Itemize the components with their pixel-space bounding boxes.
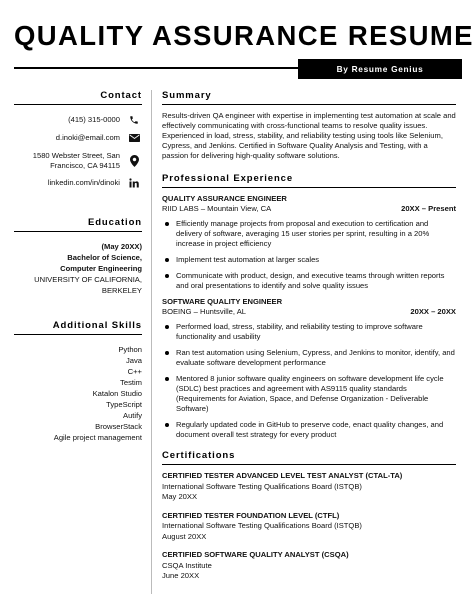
- cert-issuer: International Software Testing Qualifications Board (ISTQB): [162, 521, 362, 530]
- summary-text: Results-driven QA engineer with expertise in implementing test automation at scale and effectively communicating with cross-functional teams to resolve quality issues. Experienced in load, stress, stability, and reliability testing using tools like Selenium, Cypress, and Jenkins. Certified in Software Quality Analysis and Testing, with a passion for delivering high-quality software solutions.: [162, 111, 456, 160]
- certifications-heading: Certifications: [162, 450, 236, 461]
- cert-name: CERTIFIED SOFTWARE QUALITY ANALYST (CSQA): [162, 550, 349, 559]
- education-heading: Education: [87, 217, 142, 228]
- job-title: QUALITY ASSURANCE ENGINEER: [162, 194, 287, 203]
- contact-email: d.inoki@email.com: [55, 133, 120, 142]
- skill-item: Java: [125, 356, 142, 365]
- contact-address-row: [14, 151, 142, 171]
- education-school-line-2: BERKELEY: [101, 286, 142, 295]
- linkedin-icon: [126, 178, 142, 188]
- contact-phone: (415) 315-0000: [68, 115, 120, 124]
- contact-linkedin-row: [14, 178, 142, 188]
- right-column: [162, 90, 456, 590]
- left-column: [14, 90, 142, 443]
- cert-date: June 20XX: [162, 571, 200, 580]
- education-degree-line-2: Computer Engineering: [60, 264, 142, 273]
- skill-item: Python: [118, 345, 142, 354]
- phone-icon: [126, 115, 142, 125]
- summary-rule: [162, 104, 456, 105]
- education-degree-line-1: Bachelor of Science,: [67, 253, 142, 262]
- cert-entry: [162, 511, 456, 543]
- title-underline: [14, 67, 298, 69]
- job-bullet: Mentored 8 junior software quality engineers on software development life cycle (SDLC) best practices and agreement with AS9115 quality standards (Requirements for Aviation, Space, and Defense Organization - Deliverable Software): [162, 374, 456, 414]
- skills-heading: Additional Skills: [52, 320, 142, 331]
- skill-item: Agile project management: [53, 433, 142, 442]
- cert-issuer: CSQA Institute: [162, 560, 212, 570]
- certifications-rule: [162, 464, 456, 465]
- job-bullet: Efficiently manage projects from proposal and execution to certification and delivery of software, averaging 15 user stories per sprint, resulting in a 20% increase in project efficiency: [162, 219, 456, 249]
- job-dates: 20XX – 20XX: [410, 307, 456, 316]
- education-date: (May 20XX): [101, 242, 142, 251]
- cert-name: CERTIFIED TESTER FOUNDATION LEVEL (CTFL): [162, 510, 340, 520]
- summary-heading: Summary: [162, 90, 212, 101]
- address-line-2: Francisco, CA 94115: [50, 161, 120, 170]
- contact-rule: [14, 104, 142, 105]
- job-meta: [162, 204, 456, 213]
- job-entry: [162, 194, 456, 291]
- address-line-1: 1580 Webster Street, San: [32, 151, 120, 160]
- contact-phone-row: [14, 115, 142, 125]
- job-meta: [162, 307, 456, 316]
- job-company: BOEING – Huntsville, AL: [162, 307, 246, 316]
- map-pin-icon: [126, 155, 142, 167]
- job-bullets: [162, 219, 456, 291]
- skill-item: TypeScript: [106, 400, 142, 409]
- contact-address: [33, 151, 120, 171]
- job-bullets: [162, 322, 456, 440]
- skill-item: BrowserStack: [95, 422, 142, 431]
- skill-item: C++: [127, 367, 142, 376]
- byline-badge: By Resume Genius: [298, 59, 462, 79]
- experience-heading: Professional Experience: [162, 173, 294, 184]
- experience-rule: [162, 187, 456, 188]
- education-block: [14, 241, 142, 296]
- job-title: SOFTWARE QUALITY ENGINEER: [162, 297, 283, 306]
- cert-date: May 20XX: [162, 492, 198, 501]
- skills-rule: [14, 334, 142, 335]
- job-bullet: Ran test automation using Selenium, Cypress, and Jenkins to monitor, identify, and evaluate software development performance: [162, 348, 456, 368]
- job-bullet: Implement test automation at larger scales: [162, 255, 456, 265]
- cert-entry: [162, 471, 456, 503]
- resume-title: QUALITY ASSURANCE RESUME: [14, 20, 474, 51]
- skill-item: Autify: [123, 411, 142, 420]
- column-divider: [151, 90, 152, 594]
- education-rule: [14, 231, 142, 232]
- skills-list: [14, 344, 142, 443]
- skill-item: Katalon Studio: [92, 389, 142, 398]
- contact-email-row: [14, 133, 142, 143]
- education-school-line-1: UNIVERSITY OF CALIFORNIA,: [34, 275, 142, 284]
- envelope-icon: [126, 134, 142, 142]
- cert-issuer: International Software Testing Qualifications Board (ISTQB): [162, 481, 362, 491]
- cert-date: August 20XX: [162, 531, 207, 541]
- cert-name: CERTIFIED TESTER ADVANCED LEVEL TEST ANALYST (CTAL-TA): [162, 471, 403, 480]
- job-bullet: Communicate with product, design, and executive teams through written reports and oral presentations to identify and solve quality issues: [162, 271, 456, 291]
- job-bullet: Performed load, stress, stability, and reliability testing to improve software functionality and usability: [162, 322, 456, 342]
- job-dates: 20XX – Present: [401, 204, 456, 213]
- contact-heading: Contact: [100, 90, 142, 101]
- job-entry: [162, 297, 456, 440]
- skill-item: Testim: [120, 378, 142, 387]
- cert-entry: [162, 550, 456, 582]
- contact-linkedin[interactable]: linkedin.com/in/dinoki: [47, 178, 120, 187]
- job-bullet: Regularly updated code in GitHub to preserve code, enact quality changes, and document overall test strategy for every product: [162, 420, 456, 440]
- job-company: RIID LABS – Mountain View, CA: [162, 204, 272, 213]
